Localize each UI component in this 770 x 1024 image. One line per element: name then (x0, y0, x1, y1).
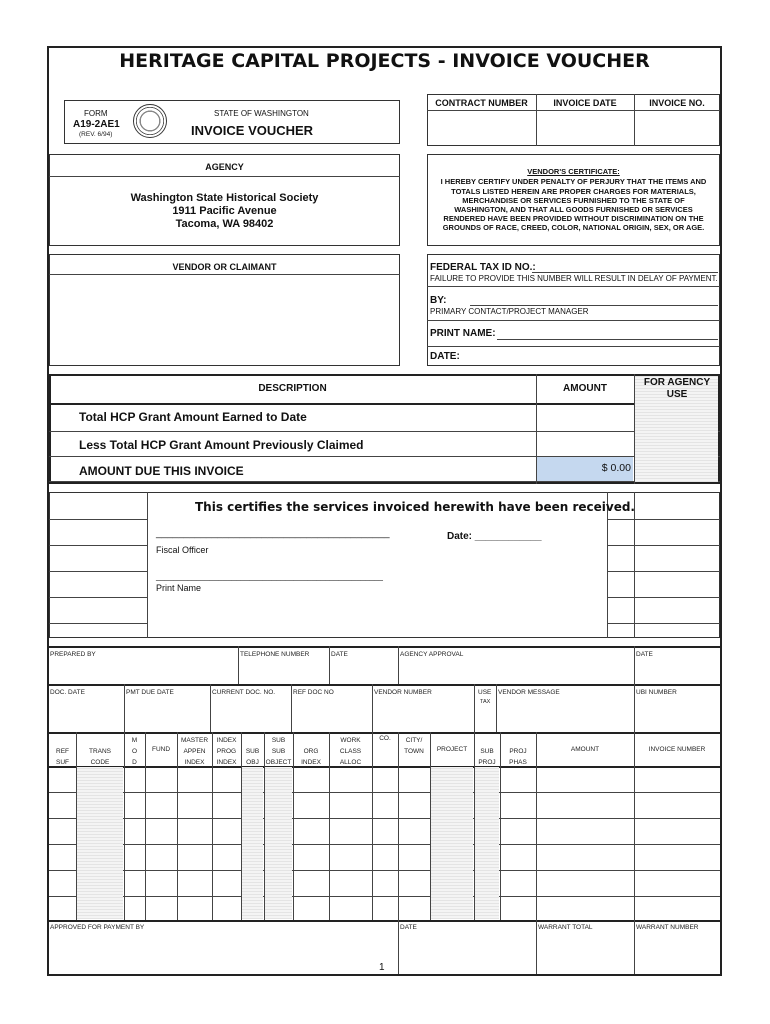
col-sub: SUB OBJ (245, 748, 260, 766)
ubi-number-label: UBI NUMBER (636, 689, 677, 696)
col-co: CO. (379, 735, 391, 742)
agency-label: AGENCY (205, 162, 244, 172)
pmt-due-label: PMT DUE DATE (126, 689, 174, 696)
col-master: MASTER APPEN INDEX (180, 737, 209, 766)
form-number: A19-2AE1 (73, 119, 120, 130)
certificate-line-1: I HEREBY CERTIFY UNDER PENALTY OF PERJURY THAT THE ITEMS AND (440, 177, 707, 186)
amount-due-value: $ 0.00 (601, 462, 631, 474)
date-label: DATE: (430, 351, 460, 362)
row-due-label: AMOUNT DUE THIS INVOICE (79, 464, 244, 478)
certify-print-name-label: Print Name (156, 583, 202, 593)
col-fund: FUND (151, 746, 171, 753)
invoice-date-field[interactable] (537, 111, 633, 145)
col-city: CITY/ TOWN (404, 737, 424, 755)
certificate-line-2: TOTALS LISTED HEREIN ARE PROPER CHARGES FOR MATERIALS, (451, 187, 696, 196)
certificate-line-6: GROUNDS OF RACE, CREED, COLOR, NATIONAL ORIGIN, SEX, OR AGE. (442, 223, 705, 232)
state-label: STATE OF WASHINGTON (214, 109, 309, 118)
state-seal-icon (133, 104, 167, 138)
contract-number-field[interactable] (428, 111, 535, 145)
invoice-no-field[interactable] (635, 111, 719, 145)
row-earned-label: Total HCP Grant Amount Earned to Date (79, 410, 307, 424)
by-field[interactable] (470, 291, 718, 305)
agency-approval-label: AGENCY APPROVAL (400, 651, 464, 658)
doc-date-label: DOC. DATE (50, 689, 85, 696)
col-project: PROJECT (436, 746, 468, 753)
col-subproj: SUB PROJ (478, 748, 496, 766)
form-rev: (REV. 6/94) (79, 131, 113, 138)
claimed-amount-field[interactable] (537, 432, 633, 455)
date-label-2: DATE (636, 651, 653, 658)
tax-id-label: FEDERAL TAX ID NO.: (430, 262, 536, 273)
ref-doc-label: REF DOC NO (293, 689, 334, 696)
certify-statement: This certifies the services invoiced herewith have been received. (195, 500, 635, 514)
warrant-number-label: WARRANT NUMBER (636, 924, 699, 931)
amount-header: AMOUNT (563, 383, 607, 394)
telephone-label: TELEPHONE NUMBER (240, 651, 310, 658)
form-heading: INVOICE VOUCHER (191, 123, 314, 138)
date-label-3: DATE (400, 924, 417, 931)
print-name-line[interactable]: ___________________________________________________ (156, 572, 383, 581)
agency-name: Washington State Historical Society (130, 192, 319, 204)
print-name-label: PRINT NAME: (430, 328, 496, 339)
contract-number-label: CONTRACT NUMBER (435, 98, 528, 108)
col-invoice-number: INVOICE NUMBER (648, 746, 706, 753)
tax-label: TAX (480, 699, 491, 705)
invoice-date-label: INVOICE DATE (553, 98, 617, 108)
invoice-no-label: INVOICE NO. (649, 98, 705, 108)
col-trans: TRANS CODE (88, 748, 112, 766)
contact-label: PRIMARY CONTACT/PROJECT MANAGER (430, 307, 589, 316)
date-label-1: DATE (331, 651, 348, 658)
col-org: ORG INDEX (301, 748, 321, 766)
warrant-total-label: WARRANT TOTAL (538, 924, 593, 931)
col-ref: REF SUF (56, 748, 69, 766)
page-number: 1 (379, 962, 385, 973)
certificate-title: VENDOR'S CERTIFICATE: (527, 167, 620, 176)
tax-id-field[interactable] (532, 258, 718, 272)
use-label: USE (478, 689, 492, 696)
col-amount: AMOUNT (570, 746, 600, 753)
col-work: WORK CLASS ALLOC (339, 737, 362, 766)
earned-amount-field[interactable] (537, 405, 633, 430)
certificate-line-5: RENDERED HAVE BEEN PROVIDED WITHOUT DISCRIMINATION ON THE (443, 214, 704, 223)
by-label: BY: (430, 295, 447, 306)
col-projphas: PROJ PHAS (509, 748, 527, 766)
approved-by-label: APPROVED FOR PAYMENT BY (50, 924, 145, 931)
page-title: HERITAGE CAPITAL PROJECTS - INVOICE VOUCHER (119, 50, 650, 72)
tax-warning: FAILURE TO PROVIDE THIS NUMBER WILL RESULT IN DELAY OF PAYMENT. (430, 274, 718, 283)
certificate-line-3: MERCHANDISE OR SERVICES FURNISHED TO THE STATE OF (462, 196, 685, 205)
col-index: INDEX PROG INDEX (216, 737, 237, 766)
vendor-message-label: VENDOR MESSAGE (498, 689, 560, 696)
certify-date[interactable]: Date: ____________ (447, 531, 542, 542)
fiscal-officer-label: Fiscal Officer (156, 545, 209, 555)
certificate-line-4: WASHINGTON, AND THAT ALL GOODS FURNISHED OR SERVICES (454, 205, 693, 214)
print-name-field[interactable] (497, 325, 718, 339)
vendor-number-label: VENDOR NUMBER (374, 689, 432, 696)
fiscal-signature-line[interactable]: __________________________________________ (156, 528, 390, 539)
col-subobj: SUB SUB OBJECT (265, 737, 292, 766)
row-claimed-label: Less Total HCP Grant Amount Previously Claimed (79, 438, 364, 452)
current-doc-label: CURRENT DOC. NO. (212, 689, 276, 696)
agency-use-header: FOR AGENCY USE (643, 377, 711, 400)
vendor-field[interactable] (50, 275, 399, 365)
agency-street: 1911 Pacific Avenue (172, 205, 277, 217)
col-mod: M O D (131, 737, 138, 766)
description-header: DESCRIPTION (258, 383, 327, 394)
agency-city: Tacoma, WA 98402 (175, 218, 274, 230)
vendor-label: VENDOR OR CLAIMANT (172, 262, 277, 272)
prepared-by-label: PREPARED BY (50, 651, 96, 658)
form-label: FORM (84, 109, 108, 118)
